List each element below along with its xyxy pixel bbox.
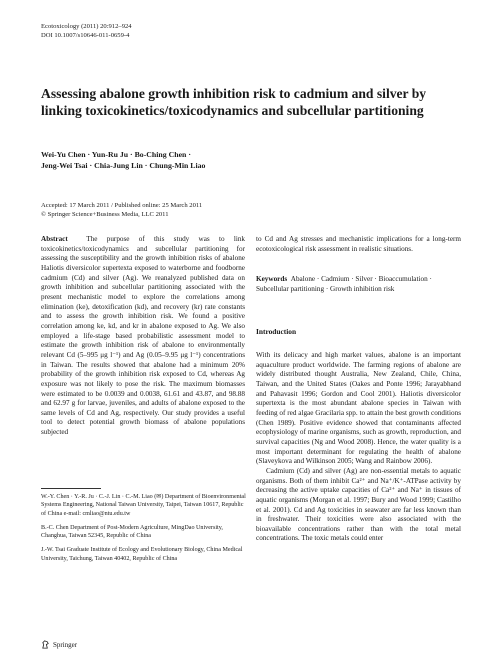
publication-dates bbox=[41, 202, 202, 219]
journal-header bbox=[41, 22, 132, 40]
doi: DOI 10.1007/s10646-011-0659-4 bbox=[41, 32, 130, 39]
abstract-text: The purpose of this study was to link toxicokinetics/toxicodynamics and subcellular partitioning for assessing the susceptibility and the growth inhibition risks of abalone Haliotis diversicolor supertexta exposed to waterborne and foodborne cadmium (Cd) and silver (Ag). We reanalyzed published data on growth inhibition and subcellular partitioning associated with the present mechanistic model to explore the correlations among elimination (ke), detoxification (kd), and recovery (kr) rate constants and to assess the growth inhibition risk. We found a positive correlation among ke, kd, and kr in abalone exposed to Ag. We also employed a life-stage based probabilistic assessment model to estimate the growth inhibition risk of abalone to environmentally relevant Cd (5–995 μg l⁻¹) and Ag (0.05–9.95 μg l⁻¹) concentrations in Taiwan. The results showed that abalone had a minimum 20% probability of the growth inhibition risk exposed to Cd, whereas Ag exposure was not likely to pose the risk. The maximum biomasses were estimated to be 0.0039 and 0.0038, 61.61 and 43.87, and 98.88 and 62.97 g for larvae, juveniles, and adults of abalone exposed to the same levels of Cd and Ag, respectively. Our study provides a useful tool to detect potential growth biomass of abalone populations subjected bbox=[41, 235, 246, 437]
keywords-block bbox=[256, 275, 461, 294]
author-list bbox=[41, 149, 371, 171]
abstract-continuation: to Cd and Ag stresses and mechanistic implications for a long-term ecotoxicological risk assessment in realistic situations. bbox=[256, 235, 461, 253]
intro-paragraph-2: Cadmium (Cd) and silver (Ag) are non-essential metals to aquatic organisms. Both of them inhibit Ca²⁺ and Na⁺/K⁺-ATPase activity by decreasing the active uptake capacities of Ca²⁺ and Na⁺ in tissues of aquatic organisms (Morgan et al. 1997; Bury and Wood 1999; Castilho et al. 2001). Cd and Ag toxicities in seawater are far less known than in freshwater. Their toxicities were also associated with the bioavailable concentrations rather than with the total metal concentrations. The toxic metals could enter bbox=[256, 466, 461, 543]
abstract-label: Abstract bbox=[41, 235, 68, 243]
keywords-label: Keywords bbox=[256, 275, 288, 283]
authors-line-2: Jeng-Wei Tsai · Chia-Jung Lin · Chung-Min Liao bbox=[41, 161, 206, 170]
intro-paragraph-1: With its delicacy and high market values, abalone is an important aquaculture product worldwide. The farming regions of abalone are widely distributed thought Australia, New Zealand, Chile, China, Taiwan, and the United States (Oakes and Ponte 1996; Jarayabhand and Pahavasit 1996; Gordon and Cool 2001). Haliotis diversicolor supertexta is the most abundant abalone species in Taiwan with feeding of red algae Gracilaria spp. to attain the best growth conditions (Chen 1989). Positive evidence showed that contaminants affected ecophysiology of marine organisms, such as growth, reproduction, and survival capacities (Ng and Wood 2008). Hence, the water quality is a most important determinant for regulating the health of abalone (Slaveykova and Wilkinson 2005; Wang and Rainbow 2006). bbox=[256, 351, 461, 466]
keywords-text: Abalone · Cadmium · Silver · Bioaccumulation · Subcellular partitioning · Growth inhibition risk bbox=[256, 275, 432, 293]
affiliation-2: B.-C. Chen Department of Post-Modern Agriculture, MingDao University, Changhua, Taiwan 52345, Republic of China bbox=[41, 524, 223, 540]
accepted-date: Accepted: 17 March 2011 / Published online: 25 March 2011 bbox=[41, 202, 203, 209]
affiliations-block bbox=[41, 493, 246, 569]
authors-line-1: Wei-Yu Chen · Yun-Ru Ju · Bo-Ching Chen · bbox=[41, 150, 191, 159]
abstract-continuation-block bbox=[256, 235, 461, 254]
article-title: Assessing abalone growth inhibition risk to cadmium and silver by linking toxicokinetics/toxicodynamics and subcellular partitioning bbox=[41, 86, 427, 118]
journal-citation: Ecotoxicology (2011) 20:912–924 bbox=[41, 23, 132, 30]
section-heading-introduction: Introduction bbox=[256, 327, 297, 336]
affiliation-1: W.-Y. Chen · Y.-R. Ju · C.-J. Lin · C.-M. Liao (✉) Department of Bioenvironmental Systems Engineering, National Taiwan University, Taipei, Taiwan 10617, Republic of China e-mail: cmliao@ntu.edu.tw bbox=[41, 494, 246, 517]
copyright: © Springer Science+Business Media, LLC 2011 bbox=[41, 210, 169, 218]
affiliation-3: J.-W. Tsai Graduate Institute of Ecology and Evolutionary Biology, China Medical University, Taichung, Taiwan 40402, Republic of China bbox=[41, 547, 243, 562]
abstract-block bbox=[41, 235, 245, 438]
affiliation-divider bbox=[41, 488, 101, 489]
publisher-footer bbox=[41, 640, 77, 649]
springer-horse-logo-icon bbox=[41, 640, 50, 649]
introduction-body bbox=[256, 351, 461, 544]
publisher-name: Springer bbox=[53, 640, 78, 649]
